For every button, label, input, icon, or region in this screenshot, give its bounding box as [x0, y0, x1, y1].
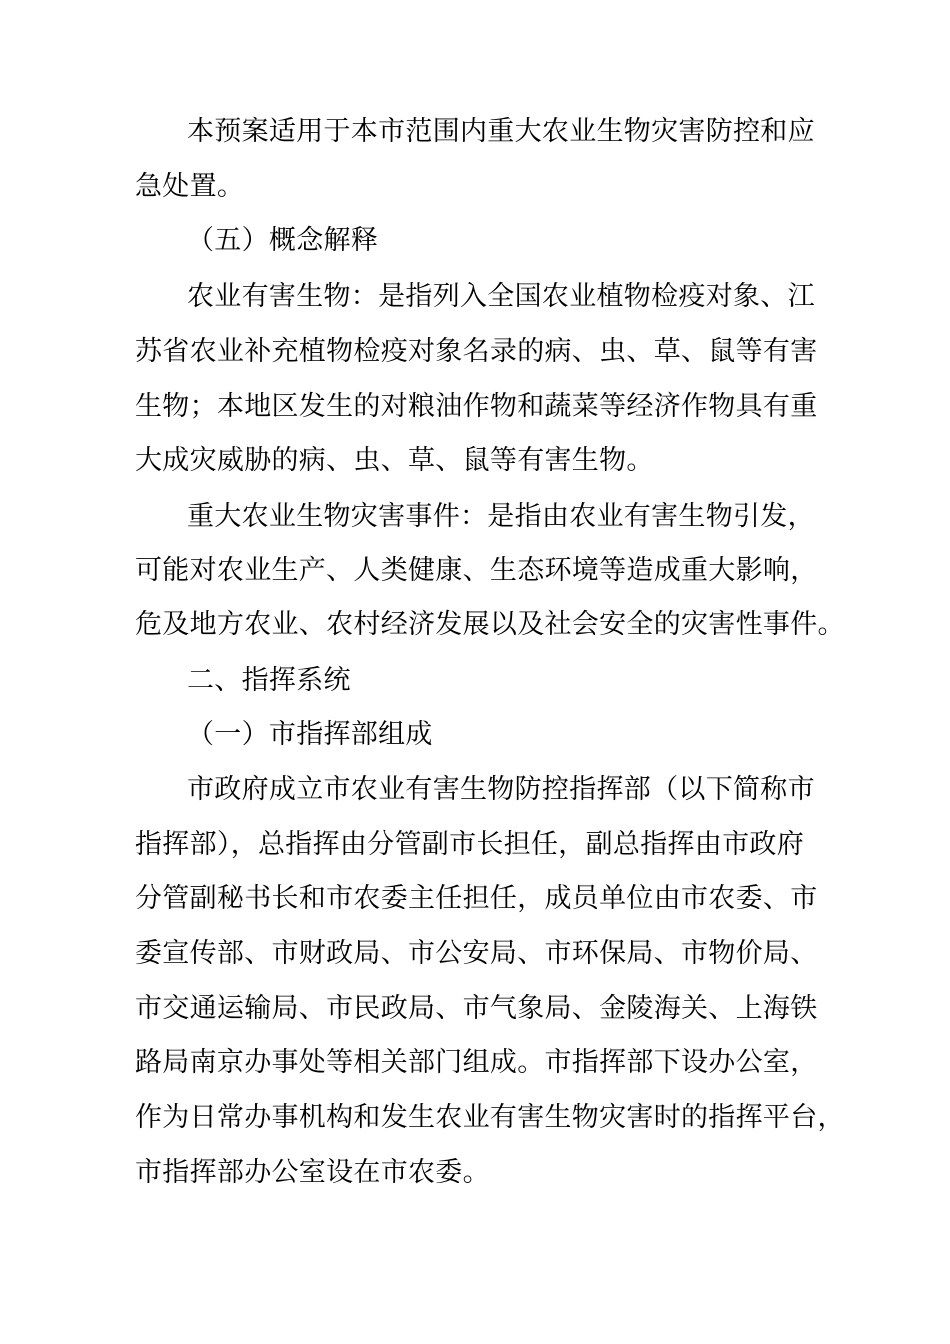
paragraph-command-line-7: 作为日常办事机构和发生农业有害生物灾害时的指挥平台， [135, 1102, 845, 1133]
paragraph-scope-line-1: 本预案适用于本市范围内重大农业生物灾害防控和应 [187, 116, 815, 147]
paragraph-pests-line-1: 农业有害生物：是指列入全国农业植物检疫对象、江 [187, 281, 815, 312]
paragraph-command-line-8: 市指挥部办公室设在市农委。 [135, 1157, 490, 1188]
paragraph-disaster-line-1: 重大农业生物灾害事件：是指由农业有害生物引发， [187, 501, 815, 532]
paragraph-disaster-line-2: 可能对农业生产、人类健康、生态环境等造成重大影响， [135, 555, 818, 586]
paragraph-command-line-5: 市交通运输局、市民政局、市气象局、金陵海关、上海铁 [135, 993, 818, 1024]
section-heading-concepts: （五）概念解释 [187, 225, 379, 256]
paragraph-command-line-1: 市政府成立市农业有害生物防控指挥部（以下简称市 [187, 774, 815, 805]
paragraph-pests-line-4: 大成灾威胁的病、虫、草、鼠等有害生物。 [135, 445, 654, 476]
paragraph-pests-line-3: 生物；本地区发生的对粮油作物和蔬菜等经济作物具有重 [135, 391, 818, 422]
paragraph-pests-line-2: 苏省农业补充植物检疫对象名录的病、虫、草、鼠等有害 [135, 336, 818, 367]
paragraph-scope-line-2: 急处置。 [135, 171, 245, 202]
chapter-heading-command-system: 二、指挥系统 [187, 665, 351, 696]
paragraph-command-line-3: 分管副秘书长和市农委主任担任，成员单位由市农委、市 [135, 883, 818, 914]
paragraph-command-line-4: 委宣传部、市财政局、市公安局、市环保局、市物价局、 [135, 938, 818, 969]
paragraph-command-line-6: 路局南京办事处等相关部门组成。市指挥部下设办公室， [135, 1047, 818, 1078]
section-heading-command-composition: （一）市指挥部组成 [187, 719, 433, 750]
paragraph-command-line-2: 指挥部），总指挥由分管副市长担任，副总指挥由市政府 [135, 829, 804, 860]
paragraph-disaster-line-3: 危及地方农业、农村经济发展以及社会安全的灾害性事件。 [135, 609, 845, 640]
